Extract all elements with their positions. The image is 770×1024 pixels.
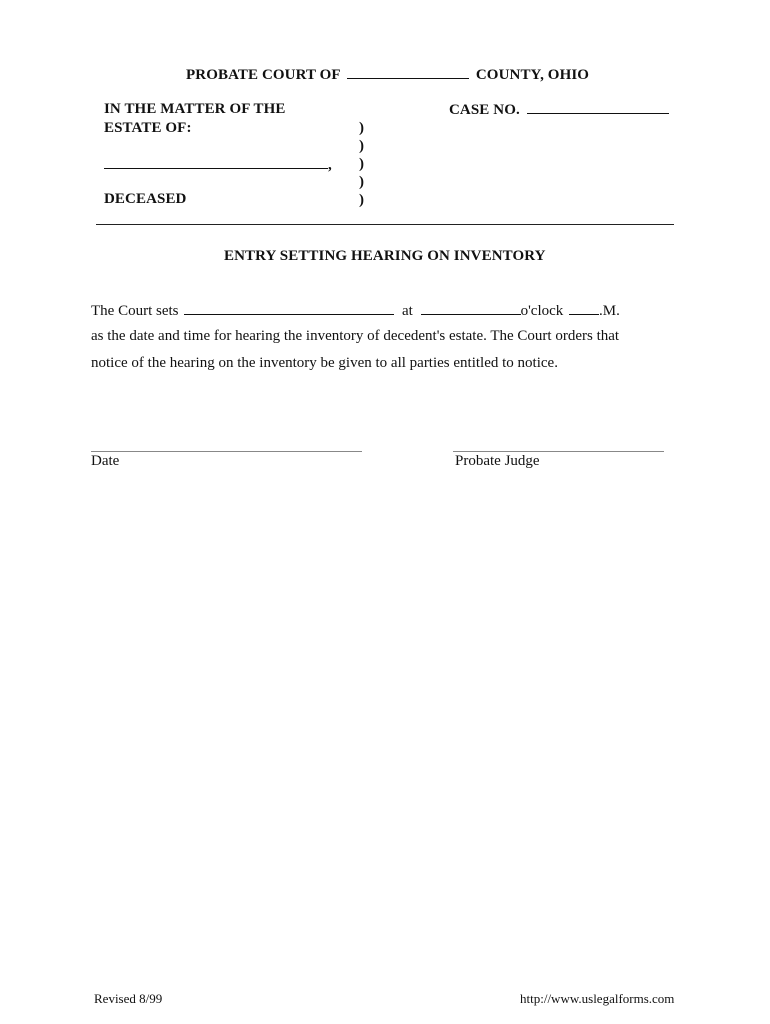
- oclock-label: o'clock: [520, 303, 564, 319]
- source-url: http://www.uslegalforms.com: [520, 991, 675, 1006]
- caption-paren-5: ): [359, 192, 364, 208]
- case-no: [449, 101, 669, 119]
- court-header: [186, 66, 589, 84]
- date-label: Date: [91, 453, 120, 469]
- caption-divider: [96, 224, 674, 225]
- case-no-label: CASE NO.: [449, 102, 520, 118]
- hearing-time-blank[interactable]: [421, 302, 521, 315]
- matter-line-2: ESTATE OF:: [104, 120, 192, 136]
- caption-paren-2: ): [359, 138, 364, 154]
- caption-paren-4: ): [359, 174, 364, 190]
- probate-judge-label: Probate Judge: [455, 453, 540, 469]
- body-line-2: as the date and time for hearing the inventory of decedent's estate. The Court orders that: [91, 328, 620, 344]
- decedent-name-line: [104, 156, 332, 174]
- caption-paren-1: ): [359, 120, 364, 136]
- decedent-name-blank[interactable]: [104, 156, 328, 169]
- document-title: ENTRY SETTING HEARING ON INVENTORY: [224, 248, 546, 264]
- court-prefix: PROBATE COURT OF: [186, 67, 341, 83]
- m-label: .M.: [599, 303, 620, 319]
- court-suffix: COUNTY, OHIO: [475, 67, 590, 83]
- county-blank[interactable]: [347, 66, 469, 79]
- body-line-3: notice of the hearing on the inventory be given to all parties entitled to notice.: [91, 355, 558, 371]
- matter-line-1: IN THE MATTER OF THE: [104, 101, 286, 117]
- date-signature-line[interactable]: [91, 451, 362, 452]
- am-pm-blank[interactable]: [569, 302, 599, 315]
- caption-paren-3: ): [359, 156, 364, 172]
- at-label: at: [402, 303, 413, 319]
- sets-prefix: The Court sets: [91, 303, 179, 319]
- body-line-1: [91, 302, 620, 320]
- judge-signature-line[interactable]: [453, 451, 664, 452]
- deceased-label: DECEASED: [104, 191, 187, 207]
- hearing-date-blank[interactable]: [184, 302, 394, 315]
- decedent-name-comma: ,: [328, 157, 332, 173]
- case-no-blank[interactable]: [527, 101, 669, 114]
- revised-note: Revised 8/99: [94, 991, 163, 1006]
